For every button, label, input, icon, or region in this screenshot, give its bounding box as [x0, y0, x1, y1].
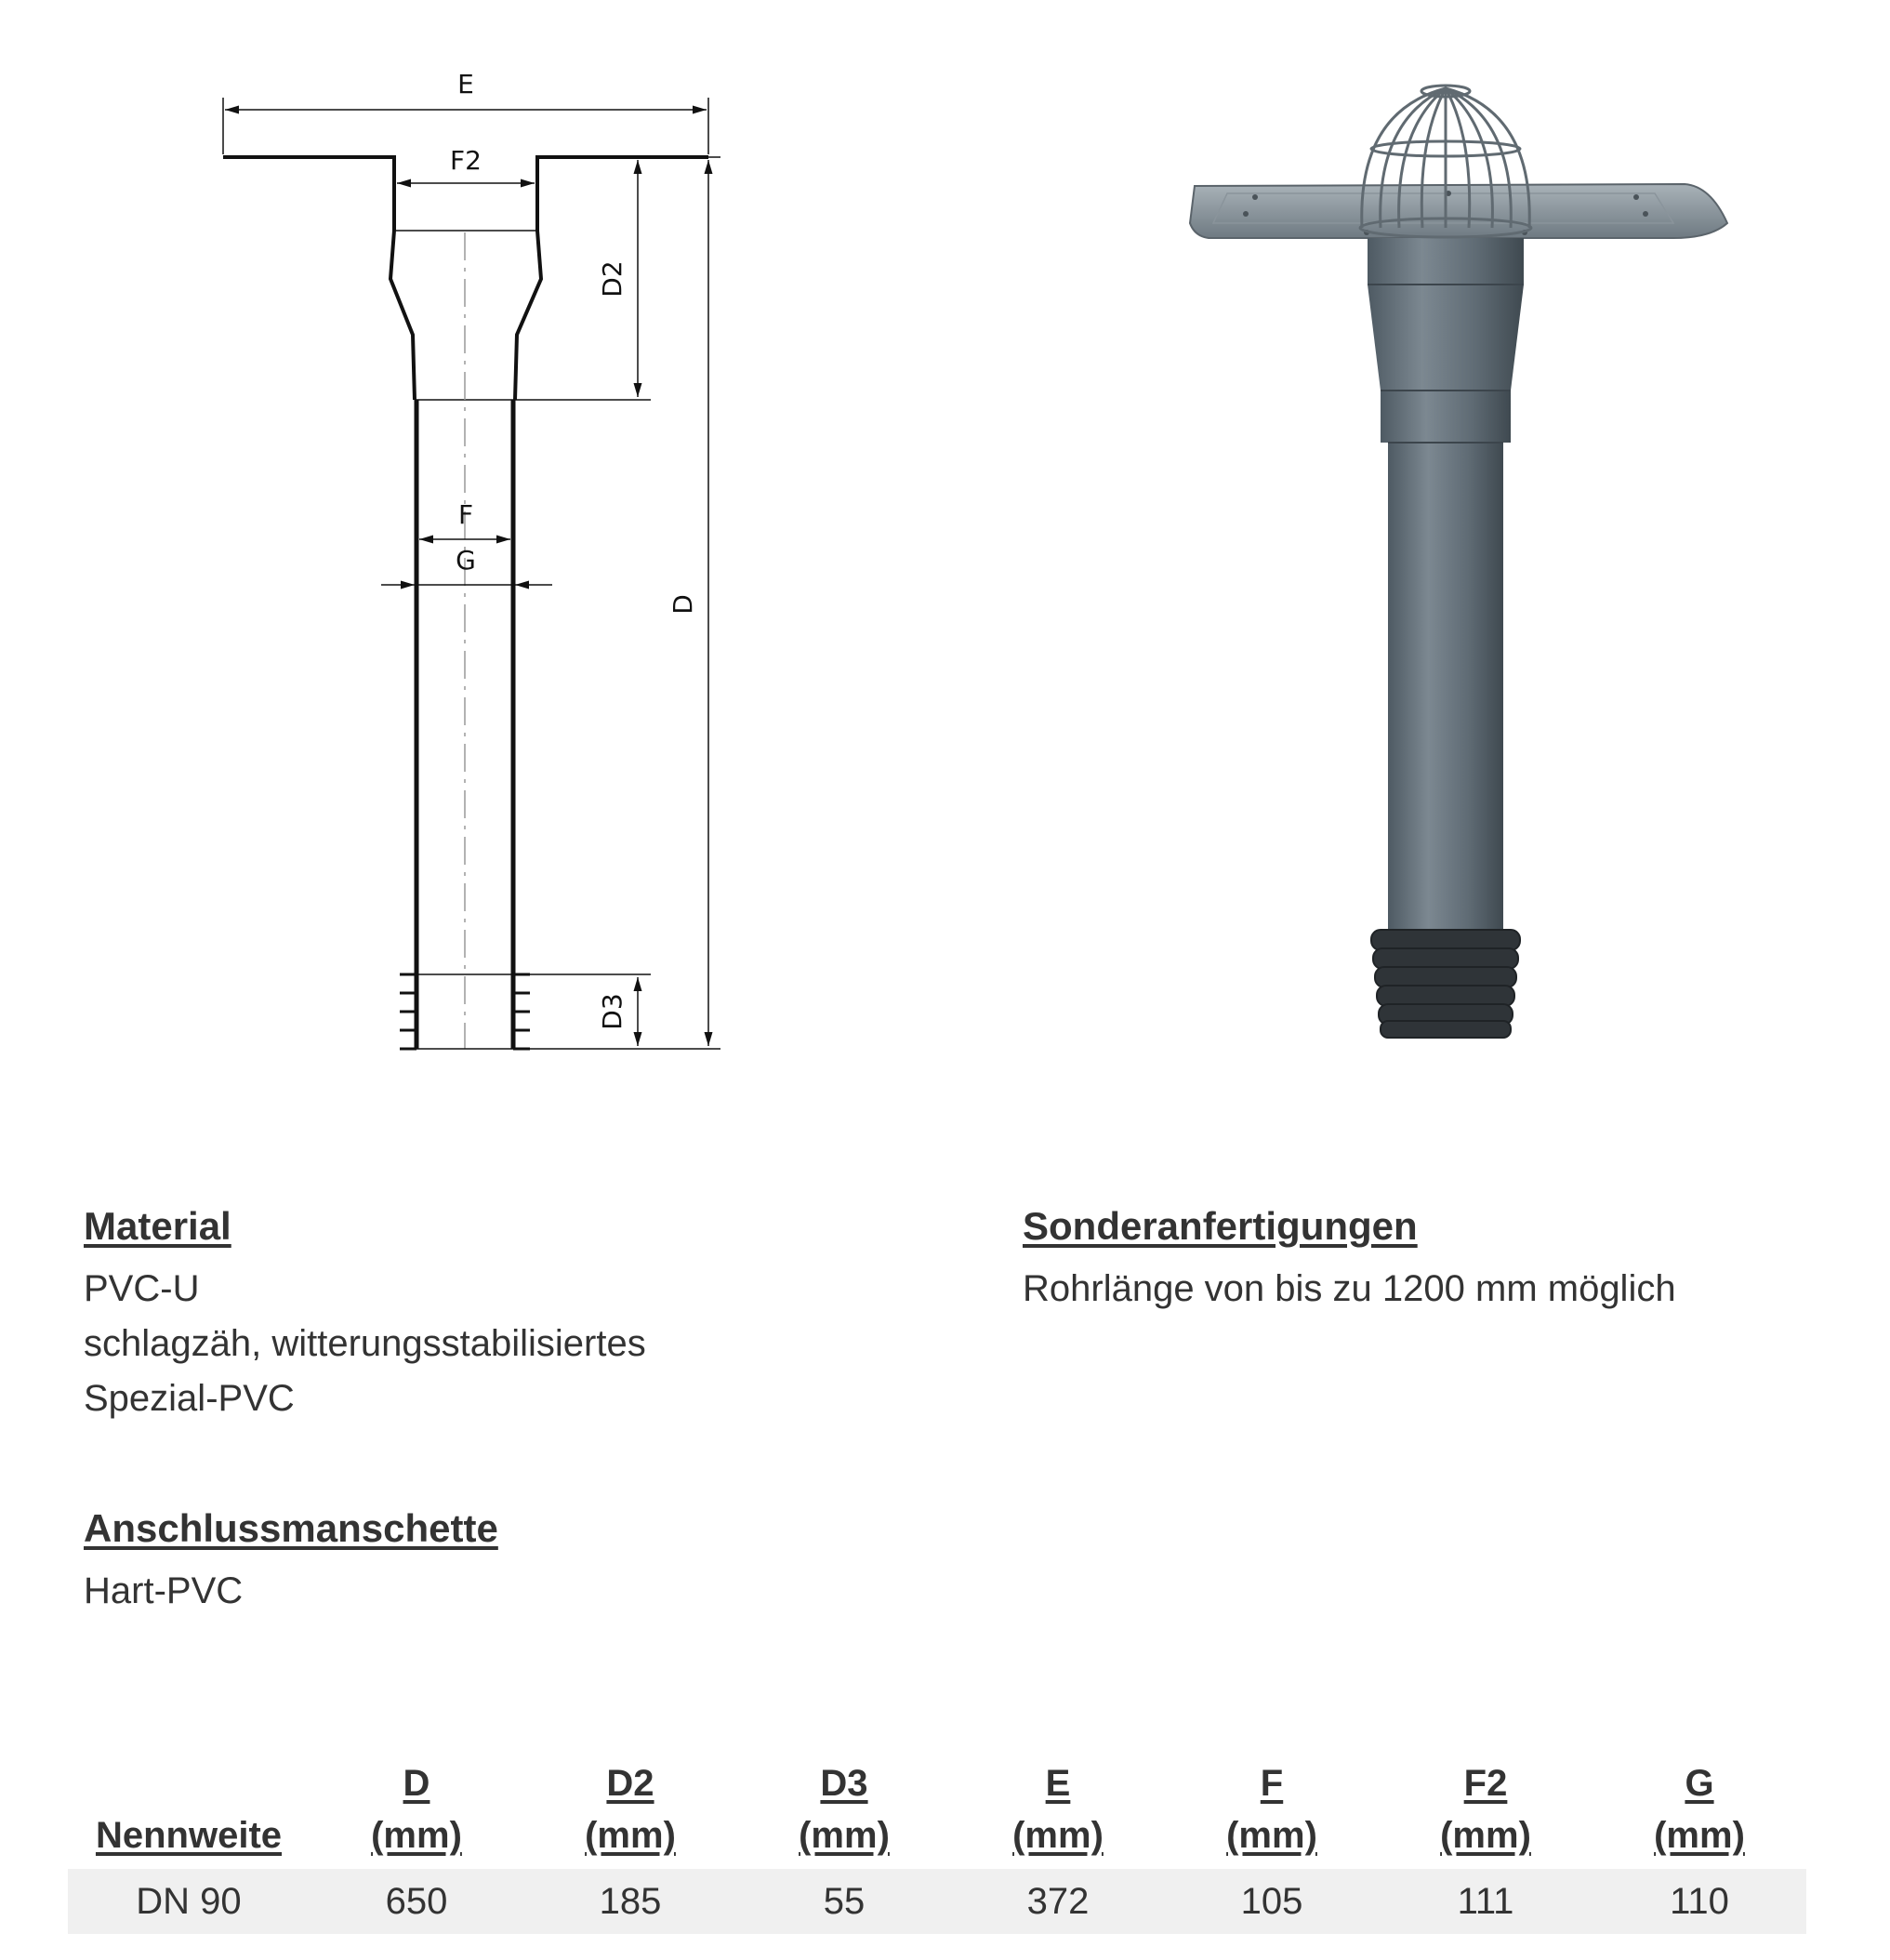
material-heading: Material [84, 1204, 231, 1248]
dimension-table [68, 1757, 1806, 1934]
material-line: Spezial-PVC [84, 1378, 295, 1419]
header-nennweite: Nennweite [95, 1815, 283, 1856]
sonderanfertigungen-heading: Sonderanfertigungen [1023, 1204, 1418, 1248]
cell-d2: 185 [523, 1869, 737, 1934]
cell-g: 110 [1593, 1869, 1806, 1934]
material-line: PVC-U [84, 1268, 200, 1309]
product-image [1190, 86, 1727, 1038]
header-f: F (mm) [1226, 1763, 1317, 1856]
cell-nennweite: DN 90 [68, 1869, 310, 1934]
cell-d: 650 [310, 1869, 523, 1934]
table-row [68, 1869, 1806, 1934]
anschlussmanschette-section [84, 1506, 920, 1619]
header-g: G (mm) [1654, 1763, 1745, 1856]
dim-label-d3: D3 [597, 993, 628, 1030]
cell-f: 105 [1165, 1869, 1379, 1934]
dim-label-e: E [457, 69, 474, 99]
header-f2: F2 (mm) [1440, 1763, 1531, 1856]
anschlussmanschette-heading: Anschlussmanschette [84, 1506, 498, 1550]
cell-f2: 111 [1379, 1869, 1593, 1934]
dim-label-d2: D2 [597, 260, 628, 298]
dim-label-g: G [456, 545, 476, 576]
header-e: E (mm) [1012, 1763, 1104, 1856]
sonderanfertigungen-line: Rohrlänge von bis zu 1200 mm möglich [1023, 1268, 1676, 1309]
anschlussmanschette-line: Hart-PVC [84, 1570, 244, 1611]
dim-label-f: F [457, 499, 474, 530]
dimension-labels [450, 69, 698, 1030]
dim-label-f2: F2 [450, 145, 482, 176]
dim-label-d: D [667, 594, 698, 615]
material-line: schlagzäh, witterungsstabilisiertes [84, 1323, 646, 1364]
sonderanfertigungen-section [1023, 1204, 1859, 1317]
header-d2: D2 (mm) [585, 1763, 676, 1856]
material-section [84, 1204, 920, 1426]
header-d: D (mm) [371, 1763, 462, 1856]
table-header-row [68, 1757, 1806, 1869]
cell-e: 372 [951, 1869, 1165, 1934]
header-d3: D3 (mm) [799, 1763, 890, 1856]
cell-d3: 55 [737, 1869, 951, 1934]
